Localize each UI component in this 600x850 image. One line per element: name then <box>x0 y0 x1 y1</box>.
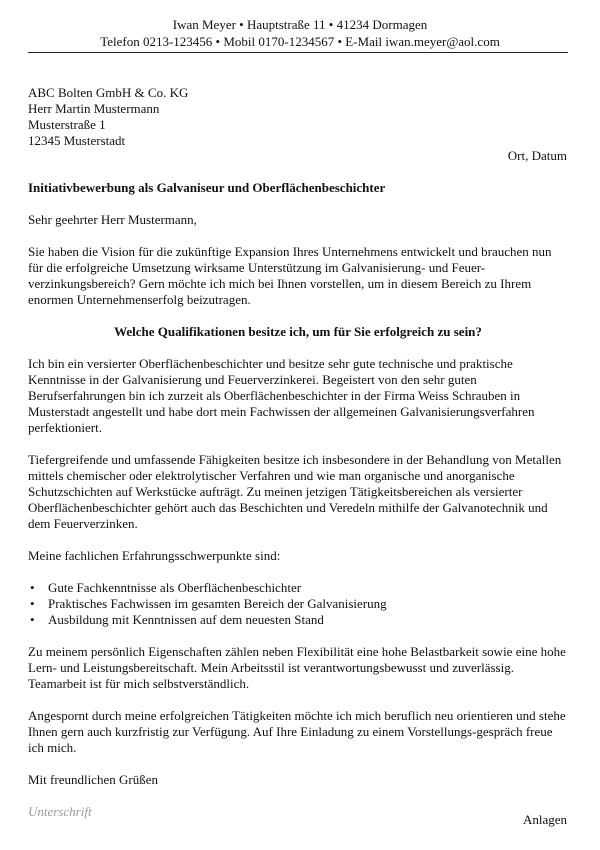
personal-qualities-paragraph: Zu meinem persönlich Eigenschaften zählen neben Flexibilität eine hohe Belastbarkeit sowie eine hohe Lern- und Leistungsbereitschaft. Mein Arbeitsstil ist verantwortungsbewusst und zuverlässig. Teamarbeit ist für mich selbstverständlich. <box>28 644 566 691</box>
focus-intro: Meine fachlichen Erfahrungsschwerpunkte sind: <box>28 548 281 563</box>
header-divider <box>28 52 568 53</box>
sender-contact-line: Telefon 0213-123456 • Mobil 0170-1234567 • E-Mail iwan.meyer@aol.com <box>100 34 500 49</box>
intro-paragraph: Sie haben die Vision für die zukünftige Expansion Ihres Unternehmens entwickelt und brauchen nun für die erfolgreiche Umsetzung wirksame Unterstützung im Galvanisierung- und Feuer-verzinkungsbereich? Gern möchte ich mich bei Ihnen vorstellen, um in diesem Bereich zu Ihrem enormen Unternehmenserfolg beizutragen. <box>28 244 552 307</box>
salutation: Sehr geehrter Herr Mustermann, <box>28 212 197 227</box>
list-item <box>28 596 568 612</box>
enclosures-note: Anlagen <box>522 812 567 827</box>
skills-paragraph: Tiefergreifende und umfassende Fähigkeiten besitze ich insbesondere in der Behandlung von Metallen mittels chemischer oder elektrolytischer Verfahren und wie man organische und anorganische Schutzschichten auf Werkstücke aufträgt. Zu meinen jetzigen Tätigkeitsbereichen als versierter Oberflächenbeschichter gehört auch das Beschichten und Veredeln mithilfe der Galvanotechnik und dem Feuerverzinken. <box>28 452 562 531</box>
experience-paragraph: Ich bin ein versierter Oberflächenbeschichter und besitze sehr gute technische und praktische Kenntnisse in der Galvanisierung und Feuerverzinkerei. Begeistert von den sehr guten Berufserfahrungen bin ich zurzeit als Oberflächenbeschichter in der Firma Weiss Schrauben in Musterstadt angestellt und habe dort mein Fachwissen der allgemeinen Galvanisierungsverfahren perfektioniert. <box>28 356 535 435</box>
letter-body <box>28 180 568 820</box>
list-item-text: Ausbildung mit Kenntnissen auf dem neuesten Stand <box>48 612 324 627</box>
recipient-name: Herr Martin Mustermann <box>28 101 160 116</box>
recipient-company: ABC Bolten GmbH & Co. KG <box>28 85 189 100</box>
recipient-address <box>28 85 188 149</box>
recipient-city: 12345 Musterstadt <box>28 133 126 148</box>
qualification-heading: Welche Qualifikationen besitze ich, um für Sie erfolgreich zu sein? <box>114 324 482 339</box>
signature-placeholder: Unterschrift <box>28 804 92 819</box>
recipient-street: Musterstraße 1 <box>28 117 106 132</box>
subject-line: Initiativbewerbung als Galvaniseur und Oberflächenbeschichter <box>28 180 386 195</box>
list-item-text: Praktisches Fachwissen im gesamten Bereich der Galvanisierung <box>48 596 387 611</box>
letter-header <box>0 16 600 50</box>
availability-paragraph: Angespornt durch meine erfolgreichen Tätigkeiten möchte ich mich beruflich neu orientieren und stehe Ihnen gern auch kurzfristig zur Verfügung. Auf Ihre Einladung zu einem Vorstellungs-gespräch freue ich mich. <box>28 708 566 755</box>
bullet-icon: • <box>30 612 35 627</box>
list-item <box>28 580 568 596</box>
place-date: Ort, Datum <box>507 148 567 163</box>
sender-address-line: Iwan Meyer • Hauptstraße 11 • 41234 Dormagen <box>172 17 428 32</box>
bullet-icon: • <box>30 596 35 611</box>
closing-phrase: Mit freundlichen Grüßen <box>28 772 158 787</box>
bullet-icon: • <box>30 580 35 595</box>
list-item <box>28 612 568 628</box>
focus-list <box>28 580 568 628</box>
list-item-text: Gute Fachkenntnisse als Oberflächenbeschichter <box>48 580 302 595</box>
